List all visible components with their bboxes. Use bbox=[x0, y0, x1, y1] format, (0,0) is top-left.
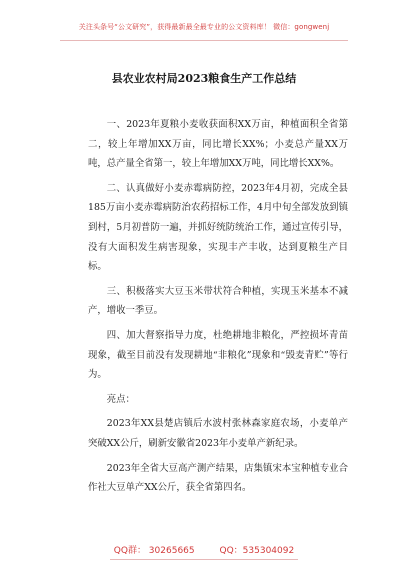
paragraph-highlights-heading: 亮点： bbox=[106, 393, 135, 405]
paragraph-highlight-soybean: 2023年全省大豆高产测产结果，店集镇宋本宝种植专业合作社大豆单产XX公斤，获全省第四名。 bbox=[88, 462, 348, 494]
paragraph-summary-output: 一、2023年夏粮小麦收获面积XX万亩，种植面积全省第二，较上年增加XX万亩，同比增长XX%；小麦总产量XX万吨，总产量全省第一，较上年增加XX万吨，同比增长XX%。 bbox=[88, 119, 348, 170]
footer-qq-number: QQ：535304092 bbox=[219, 546, 295, 556]
footer-qq-group: QQ群： 30265665 bbox=[113, 546, 195, 556]
footer-contact bbox=[0, 543, 408, 556]
paragraph-soy-corn: 三、积极落实大豆玉米带状符合种植，实现玉米基本不减产，增收一季豆。 bbox=[88, 285, 348, 317]
paragraph-disease-control: 二、认真做好小麦赤霉病防控，2023年4月初，完成全县185万亩小麦赤霉病防治农药招标工作，4月中旬全部发放到镇到村，5月初普防一遍，并抓好统防统治工作，通过宣传引导，没有大面积发生病害现象，实现丰产丰收，达到夏粮生产目标。 bbox=[88, 182, 348, 273]
document-title: 县农业农村局2023粮食生产工作总结 bbox=[111, 72, 297, 85]
paragraph-supervision: 四、加大督察指导力度，杜绝耕地非粮化，严控损坏青苗现象，截至目前没有发现耕地“非粮化”现象和“毁麦青贮”等行为。 bbox=[88, 329, 348, 381]
document-body bbox=[88, 115, 348, 503]
footer-divider bbox=[110, 559, 298, 560]
header-divider bbox=[60, 40, 348, 41]
header-notice: 关注头条号“公文研究”，获得最新最全最专业的公文资料库！ 微信：gongwenj bbox=[78, 23, 330, 31]
paragraph-highlight-farm: 2023年XX县楚店镇后水波村张林森家庭农场，小麦单产突破XX公斤，刷新安徽省2023年小麦单产新纪录。 bbox=[88, 418, 348, 449]
